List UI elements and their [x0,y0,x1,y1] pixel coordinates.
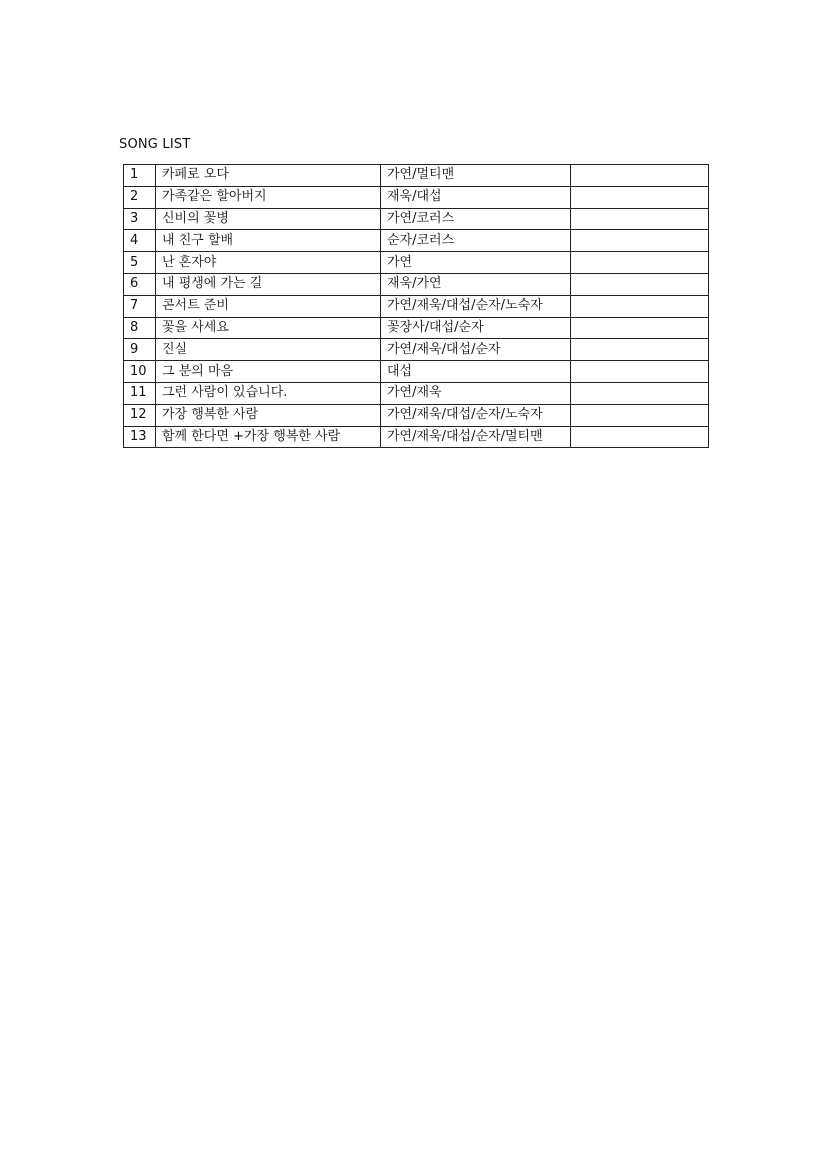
song-number-cell: 9 [124,339,156,361]
song-title-cell: 가족같은 할아버지 [156,186,381,208]
song-note-cell [571,230,709,252]
song-note-cell [571,165,709,187]
song-singers-cell: 재욱/가연 [381,273,571,295]
song-singers-cell: 재욱/대섭 [381,186,571,208]
song-number-cell: 11 [124,382,156,404]
song-singers-cell: 가연/재욱/대섭/순자 [381,339,571,361]
song-note-cell [571,404,709,426]
song-singers-cell: 가연/재욱/대섭/순자/노숙자 [381,404,571,426]
song-number-cell: 4 [124,230,156,252]
song-singers-cell: 가연/멀티맨 [381,165,571,187]
song-title-cell: 그런 사람이 있습니다. [156,382,381,404]
song-number-cell: 6 [124,273,156,295]
song-note-cell [571,273,709,295]
page-title: SONG LIST [119,137,191,152]
song-note-cell [571,361,709,383]
song-number-cell: 8 [124,317,156,339]
song-title-cell: 그 분의 마음 [156,361,381,383]
song-title-cell: 함께 한다면 +가장 행복한 사람 [156,426,381,448]
song-number-cell: 12 [124,404,156,426]
song-singers-cell: 순자/코러스 [381,230,571,252]
song-note-cell [571,382,709,404]
table-row [124,230,709,252]
song-note-cell [571,295,709,317]
table-row [124,361,709,383]
table-row [124,208,709,230]
song-number-cell: 1 [124,165,156,187]
song-singers-cell: 가연/재욱/대섭/순자/노숙자 [381,295,571,317]
song-singers-cell: 가연/재욱 [381,382,571,404]
song-singers-cell: 가연 [381,252,571,274]
song-title-cell: 카페로 오다 [156,165,381,187]
song-singers-cell: 대섭 [381,361,571,383]
song-note-cell [571,339,709,361]
song-note-cell [571,317,709,339]
song-note-cell [571,426,709,448]
table-row [124,252,709,274]
song-number-cell: 7 [124,295,156,317]
song-number-cell: 5 [124,252,156,274]
song-title-cell: 진실 [156,339,381,361]
table-row [124,339,709,361]
song-number-cell: 3 [124,208,156,230]
song-title-cell: 내 친구 할배 [156,230,381,252]
table-row [124,273,709,295]
song-number-cell: 13 [124,426,156,448]
song-note-cell [571,252,709,274]
table-row [124,404,709,426]
song-singers-cell: 꽃장사/대섭/순자 [381,317,571,339]
song-number-cell: 10 [124,361,156,383]
song-title-cell: 꽃을 사세요 [156,317,381,339]
song-number-cell: 2 [124,186,156,208]
song-title-cell: 신비의 꽃병 [156,208,381,230]
song-title-cell: 콘서트 준비 [156,295,381,317]
song-title-cell: 내 평생에 가는 길 [156,273,381,295]
table-row [124,382,709,404]
song-note-cell [571,208,709,230]
table-row [124,317,709,339]
song-note-cell [571,186,709,208]
song-list-body [124,165,709,448]
song-title-cell: 난 혼자야 [156,252,381,274]
table-row [124,165,709,187]
song-title-cell: 가장 행복한 사람 [156,404,381,426]
song-singers-cell: 가연/재욱/대섭/순자/멀티맨 [381,426,571,448]
table-row [124,186,709,208]
table-row [124,295,709,317]
song-singers-cell: 가연/코러스 [381,208,571,230]
song-list-table [123,164,709,448]
table-row [124,426,709,448]
